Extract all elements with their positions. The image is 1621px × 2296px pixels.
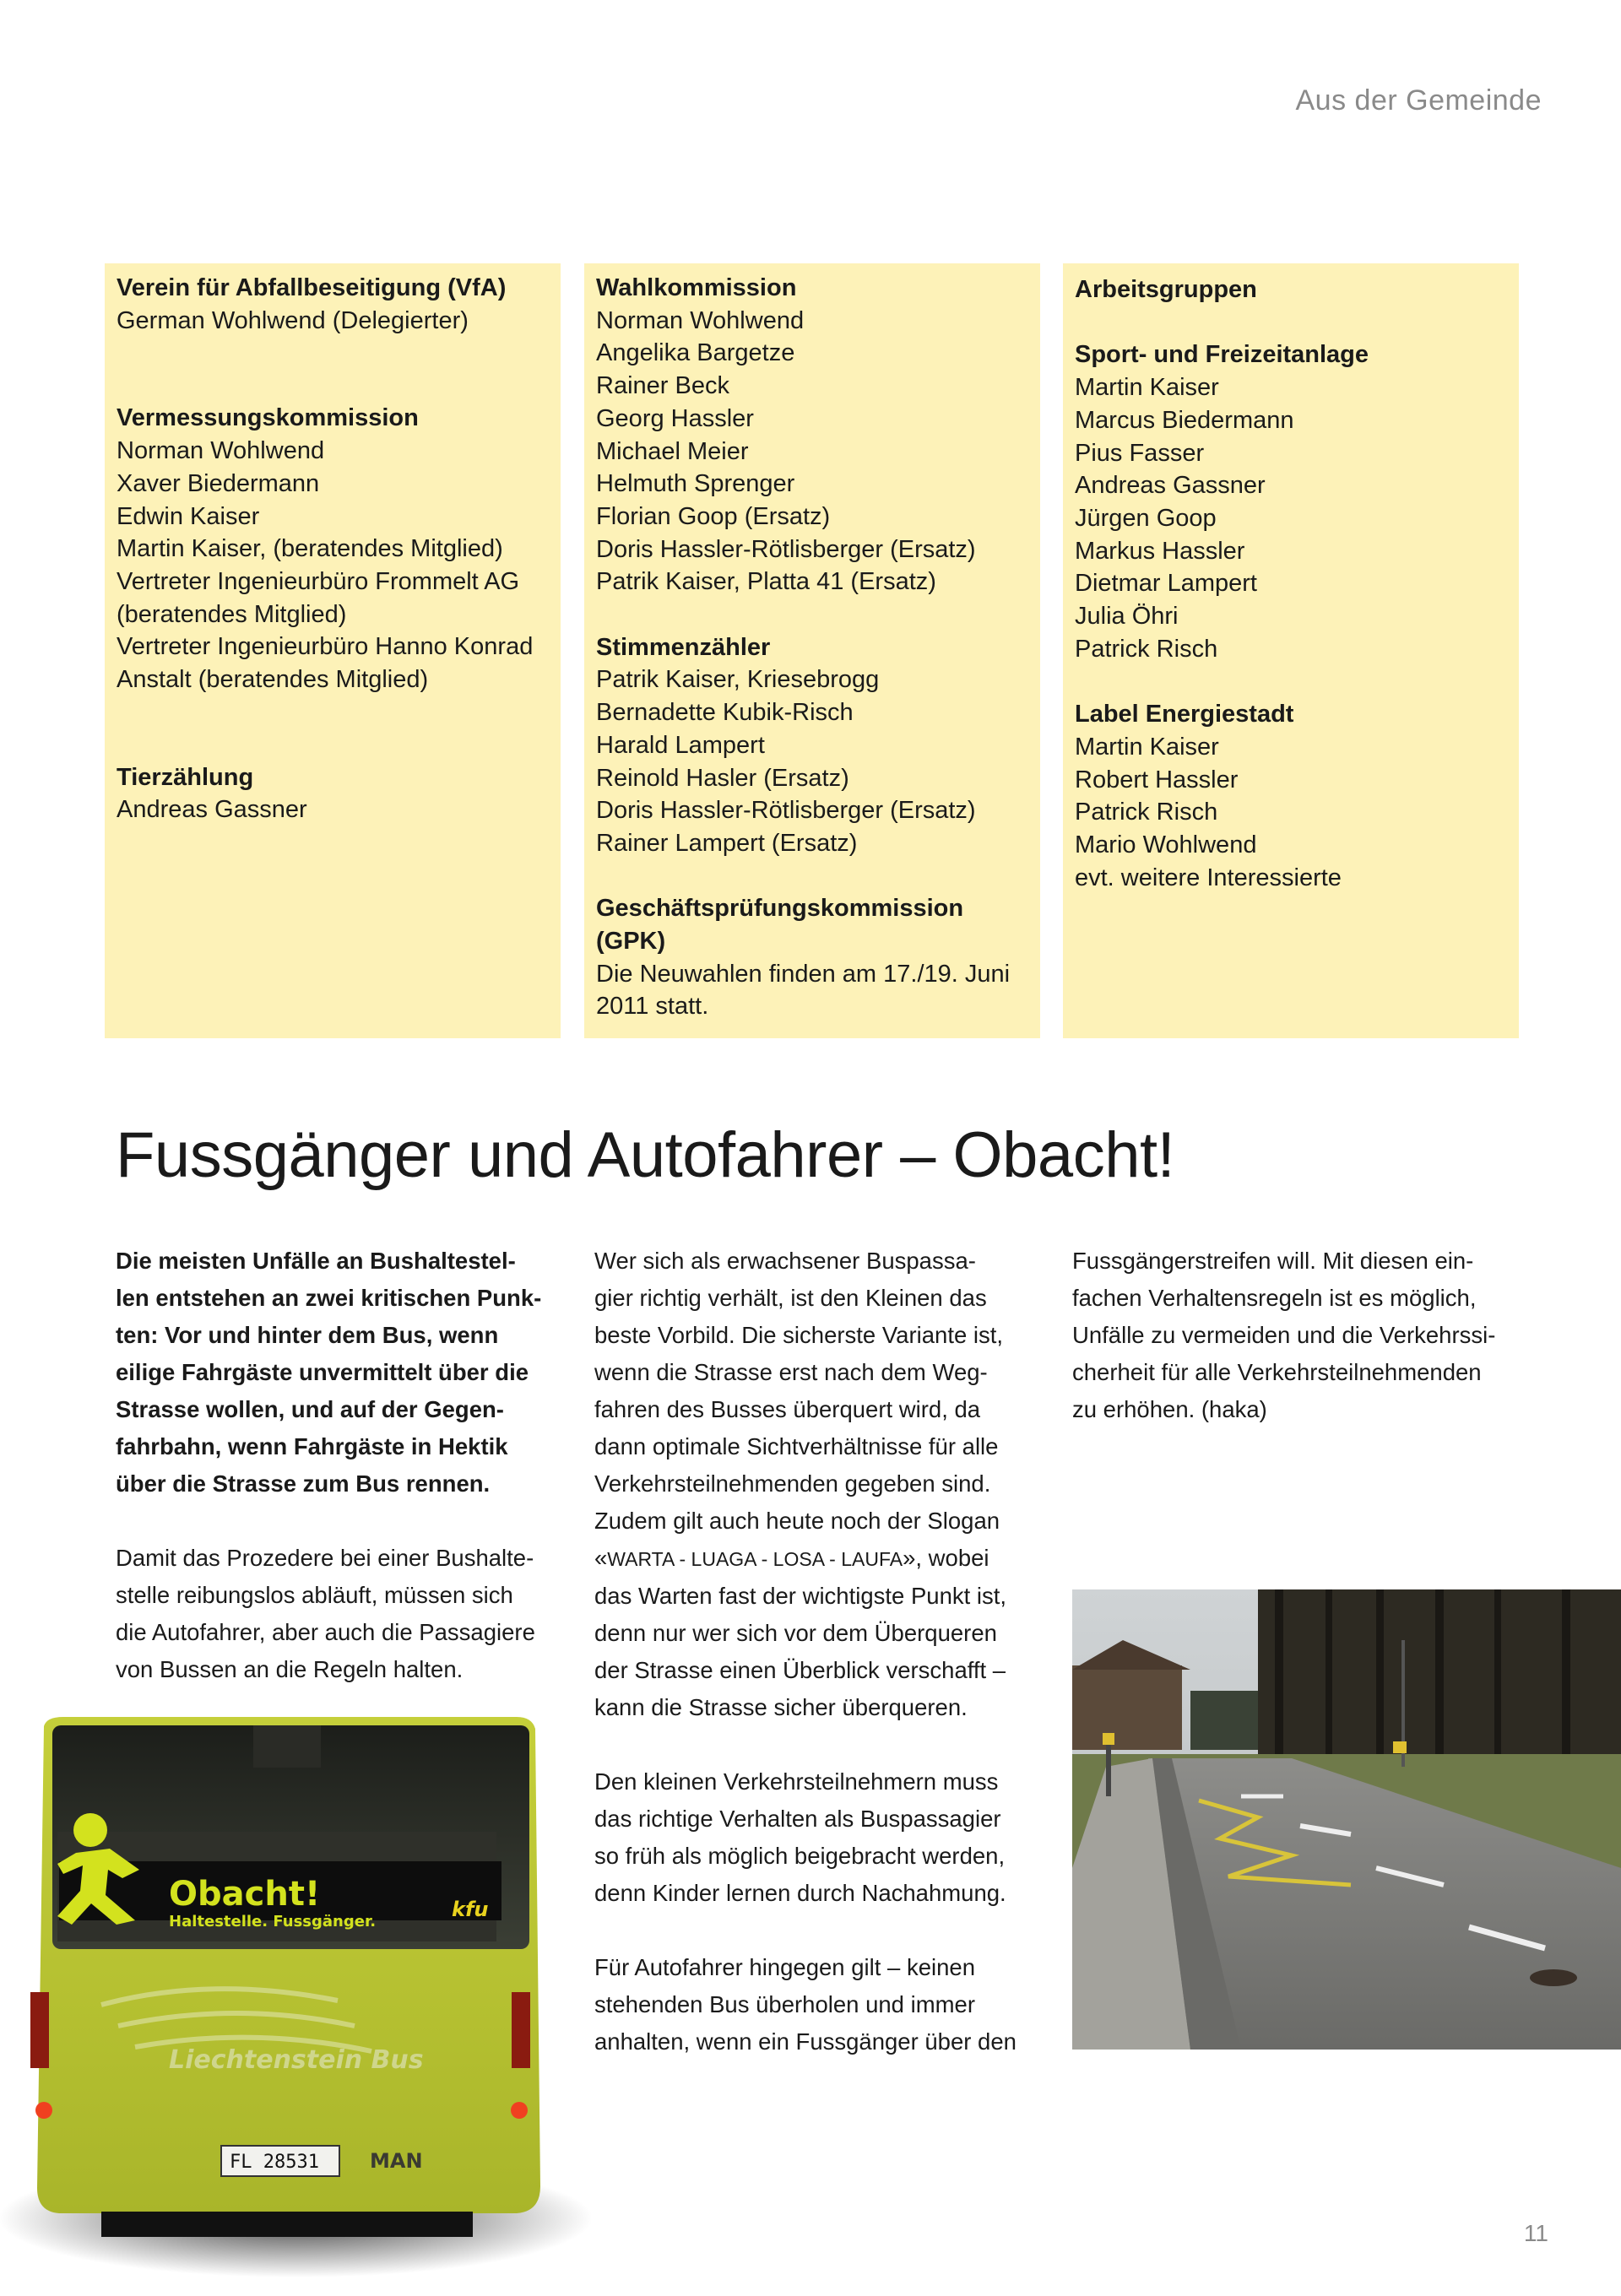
list-item: Jürgen Goop <box>1075 504 1217 532</box>
body-line: anhalten, wenn ein Fussgänger über den <box>594 2028 1017 2055</box>
body-line: stehenden Bus überholen und immer <box>594 1991 975 2017</box>
heading-vermessung: Vermessungskommission <box>117 404 419 432</box>
heading-gpk: Geschäftsprüfungskommission <box>596 895 964 923</box>
body-line: gier richtig verhält, ist den Kleinen das <box>594 1285 987 1311</box>
body-line: Unfälle zu vermeiden und die Verkehrssi- <box>1072 1322 1496 1348</box>
heading-stimmenzaehler: Stimmenzähler <box>596 633 771 661</box>
section-header: Aus der Gemeinde <box>1295 84 1542 116</box>
lead-line: len entstehen an zwei kritischen Punk- <box>116 1285 542 1311</box>
list-item: Michael Meier <box>596 437 749 465</box>
body-line: beste Vorbild. Die sicherste Variante ist, <box>594 1322 1004 1348</box>
body-line: so früh als möglich beigebracht werden, <box>594 1843 1006 1869</box>
list-item: Patrick Risch <box>1075 635 1218 663</box>
body-line: die Autofahrer, aber auch die Passagiere <box>116 1619 535 1645</box>
body-line: fahren des Busses überquert wird, da <box>594 1396 981 1422</box>
list-item: Patrik Kaiser, Platta 41 (Ersatz) <box>596 568 936 596</box>
lead-line: fahrbahn, wenn Fahrgäste in Hektik <box>116 1433 508 1459</box>
bus-lettering: Liechtenstein Bus <box>169 2045 424 2075</box>
body-line: kann die Strasse sicher überqueren. <box>594 1694 968 1720</box>
brand-man: MAN <box>370 2149 423 2173</box>
list-item: Dietmar Lampert <box>1075 570 1257 598</box>
list-item: Vertreter Ingenieurbüro Hanno Konrad <box>117 633 534 661</box>
banner-subtext: Haltestelle. Fussgänger. <box>169 1913 377 1930</box>
info-box-arbeitsgruppen <box>1063 263 1519 1038</box>
body-line: denn nur wer sich vor dem Überqueren <box>594 1620 997 1646</box>
list-item: Bernadette Kubik-Risch <box>596 699 854 727</box>
article-column-3 <box>1072 1243 1511 1428</box>
body-line: dann optimale Sichtverhältnisse für alle <box>594 1433 999 1459</box>
body-line: Damit das Prozedere bei einer Bushalte- <box>116 1545 534 1571</box>
list-item: Andreas Gassner <box>117 796 307 824</box>
body-line: das Warten fast der wichtigste Punkt ist, <box>594 1583 1007 1609</box>
list-item: Harald Lampert <box>596 731 765 759</box>
body-line: Verkehrsteilnehmenden gegeben sind. <box>594 1470 991 1497</box>
lead-line: über die Strasse zum Bus rennen. <box>116 1470 491 1497</box>
list-item: Martin Kaiser, (beratendes Mitglied) <box>117 535 503 563</box>
page-number: 11 <box>1523 2220 1548 2246</box>
body-line: Wer sich als erwachsener Buspassa- <box>594 1248 976 1274</box>
list-item: Norman Wohlwend <box>117 437 325 465</box>
body-line: Fussgängerstreifen will. Mit diesen ein- <box>1072 1248 1474 1274</box>
list-item: Xaver Biedermann <box>117 469 320 497</box>
lead-line: Die meisten Unfälle an Bushaltestel- <box>116 1248 516 1274</box>
list-item: Edwin Kaiser <box>117 502 260 530</box>
list-item: Angelika Bargetze <box>596 339 795 367</box>
body-line: cherheit für alle Verkehrsteilnehmenden <box>1072 1359 1482 1385</box>
list-item: Vertreter Ingenieurbüro Frommelt AG <box>117 567 520 595</box>
list-item: Mario Wohlwend <box>1075 831 1257 858</box>
body-line: das richtige Verhalten als Buspassagier <box>594 1806 1001 1832</box>
heading-sport: Sport- und Freizeitanlage <box>1075 341 1369 369</box>
list-item: Julia Öhri <box>1075 603 1179 631</box>
slogan: WARTA - LUAGA - LOSA - LAUFA <box>607 1548 903 1570</box>
list-item: Anstalt (beratendes Mitglied) <box>117 666 429 694</box>
road-photo <box>1072 1589 1621 2050</box>
lead-line: Strasse wollen, und auf der Gegen- <box>116 1396 504 1422</box>
list-item: German Wohlwend (Delegierter) <box>117 306 469 334</box>
list-item: Robert Hassler <box>1075 766 1239 793</box>
banner-logo: kfu <box>452 1898 489 1921</box>
heading-arbeitsgruppen: Arbeitsgruppen <box>1075 276 1257 303</box>
gpk-text: 2011 statt. <box>596 993 709 1021</box>
article-column-2 <box>594 1243 1033 2060</box>
slogan-line <box>594 1540 1033 1578</box>
banner-obacht: Obacht! <box>169 1875 321 1914</box>
bus-photo <box>0 1714 591 2292</box>
heading-tierzaehlung: Tierzählung <box>117 763 254 791</box>
heading-label-energiestadt: Label Energiestadt <box>1075 701 1294 728</box>
body-line: denn Kinder lernen durch Nachahmung. <box>594 1880 1006 1906</box>
list-item: Helmuth Sprenger <box>596 470 795 498</box>
article-column-1 <box>116 1243 555 1688</box>
lead-line: ten: Vor und hinter dem Bus, wenn <box>116 1322 499 1348</box>
info-box-vfa <box>105 263 561 1038</box>
list-item: Doris Hassler-Rötlisberger (Ersatz) <box>596 535 976 563</box>
gpk-text: Die Neuwahlen finden am 17./19. Juni <box>596 960 1011 988</box>
license-plate: FL 28531 <box>230 2152 319 2173</box>
body-line: wenn die Strasse erst nach dem Weg- <box>594 1359 988 1385</box>
list-item: Rainer Beck <box>596 372 729 400</box>
list-item: Markus Hassler <box>1075 537 1245 565</box>
list-item: Rainer Lampert (Ersatz) <box>596 829 858 857</box>
list-item: Andreas Gassner <box>1075 472 1266 500</box>
list-item: Patrik Kaiser, Kriesebrogg <box>596 666 880 694</box>
list-item: Pius Fasser <box>1075 439 1205 467</box>
list-item: Florian Goop (Ersatz) <box>596 502 831 530</box>
info-box-wahlkommission <box>584 263 1040 1038</box>
list-item: Norman Wohlwend <box>596 306 805 334</box>
body-line: der Strasse einen Überblick verschafft – <box>594 1657 1006 1683</box>
list-item: Patrick Risch <box>1075 799 1218 826</box>
body-line: Den kleinen Verkehrsteilnehmern muss <box>594 1768 999 1795</box>
body-line: fachen Verhaltensregeln ist es möglich, <box>1072 1285 1477 1311</box>
list-item: Marcus Biedermann <box>1075 406 1294 434</box>
body-line: von Bussen an die Regeln halten. <box>116 1656 464 1682</box>
body-line: stelle reibungslos abläuft, müssen sich <box>116 1582 513 1608</box>
list-item: (beratendes Mitglied) <box>117 600 347 628</box>
body-line: Für Autofahrer hingegen gilt – keinen <box>594 1954 975 1980</box>
lead-line: eilige Fahrgäste unvermittelt über die <box>116 1359 529 1385</box>
list-item: Georg Hassler <box>596 404 754 432</box>
list-item: Reinold Hasler (Ersatz) <box>596 764 849 792</box>
list-item: evt. weitere Interessierte <box>1075 864 1342 891</box>
slogan-open-quote: « <box>594 1545 608 1571</box>
list-item: Doris Hassler-Rötlisberger (Ersatz) <box>596 797 976 825</box>
article-title: Fussgänger und Autofahrer – Obacht! <box>116 1119 1175 1191</box>
body-line: Zudem gilt auch heute noch der Slogan <box>594 1508 1000 1534</box>
heading-wahlkommission: Wahlkommission <box>596 274 797 301</box>
heading-gpk-abbr: (GPK) <box>596 928 666 956</box>
slogan-close: », wobei <box>903 1545 989 1571</box>
heading-vfa: Verein für Abfallbeseitigung (VfA) <box>117 274 507 301</box>
list-item: Martin Kaiser <box>1075 374 1219 402</box>
list-item: Martin Kaiser <box>1075 733 1219 761</box>
body-line: zu erhöhen. (haka) <box>1072 1396 1267 1422</box>
